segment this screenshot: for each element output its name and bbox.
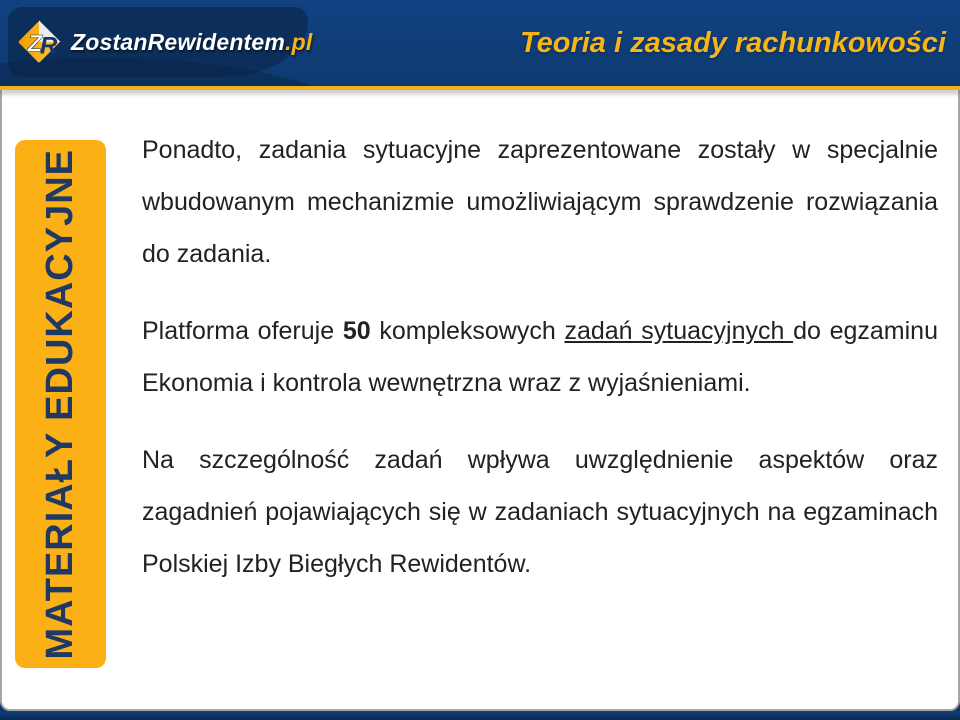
content-panel bbox=[0, 90, 960, 711]
paragraph-2-bold-count: 50 bbox=[342, 317, 371, 345]
paragraph-3: Na szczególność zadań wpływa uwzględnienie aspektów oraz zagadnień pojawiających się w zadaniach sytuacyjnych na egzaminach Polskiej Izby Biegłych Rewidentów. bbox=[142, 446, 938, 578]
slide-body-text bbox=[142, 124, 938, 615]
slide-header bbox=[0, 0, 960, 86]
sidebar-vertical-label: MATERIAŁY EDUKACYJNE bbox=[39, 148, 81, 660]
sidebar-materials-banner bbox=[15, 140, 106, 668]
zostanrewidentem-logo bbox=[16, 19, 313, 65]
slide-bottom-strip bbox=[0, 711, 960, 720]
paragraph-1: Ponadto, zadania sytuacyjne zaprezentowane zostały w specjalnie wbudowanym mechanizmie umożliwiającym sprawdzenie rozwiązania do zadania. bbox=[142, 136, 938, 268]
logo-letter-z: Z bbox=[27, 30, 43, 58]
paragraph-2-suffix: do egzaminu Ekonomia i kontrola wewnętrzna wraz z wyjaśnieniami. bbox=[142, 317, 938, 397]
logo-letter-r: R bbox=[39, 32, 58, 60]
paragraph-2 bbox=[142, 305, 938, 409]
slide-title: Teoria i zasady rachunkowości bbox=[519, 26, 946, 59]
paragraph-2-underlined: zadań sytuacyjnych bbox=[564, 317, 794, 345]
logo-name: ZostanRewidentem bbox=[71, 28, 286, 55]
logo-wordmark bbox=[71, 29, 313, 56]
paragraph-2-mid: kompleksowych bbox=[370, 317, 565, 345]
header-gold-divider bbox=[0, 86, 960, 90]
paragraph-2-prefix: Platforma oferuje bbox=[142, 317, 343, 345]
logo-tld: .pl bbox=[285, 28, 313, 55]
zr-diamond-logo-icon bbox=[16, 19, 62, 65]
